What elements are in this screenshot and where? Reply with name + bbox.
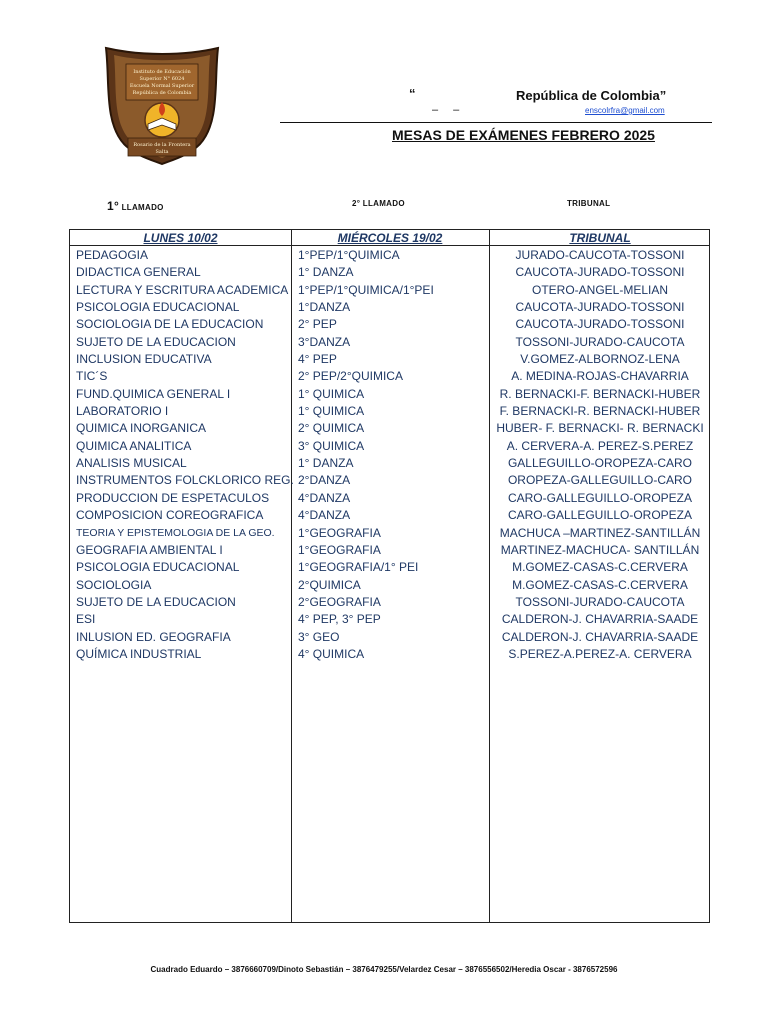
tribunal-cell: V.GOMEZ-ALBORNOZ-LENA [520, 352, 680, 367]
table-row [70, 403, 709, 420]
table-row [70, 299, 709, 316]
tribunal-cell: CALDERON-J. CHAVARRIA-SAADE [501, 612, 699, 627]
subject-cell: INLUSION ED. GEOGRAFIA [76, 629, 231, 644]
subject-cell: INSTRUMENTOS FOLCKLORICO REG. [76, 473, 294, 488]
tribunal-cell: M.GOMEZ-CASAS-C.CERVERA [512, 577, 688, 592]
subject-cell: SOCIOLOGIA [76, 577, 152, 592]
course-cell: 1° DANZA [298, 456, 354, 471]
course-cell: 1°GEOGRAFIA/1° PEI [298, 560, 419, 575]
tribunal-cell: M.GOMEZ-CASAS-C.CERVERA [512, 560, 688, 575]
subject-cell: ANALISIS MUSICAL [76, 456, 187, 471]
header-divider [280, 122, 712, 123]
crest-text-line-3: Escuela Normal Superior [129, 83, 195, 89]
column-header-monday: LUNES 10/02 [143, 231, 218, 245]
subject-cell: SUJETO DE LA EDUCACION [76, 594, 236, 609]
course-cell: 4° PEP [298, 352, 337, 367]
table-row [70, 247, 709, 264]
institution-crest-logo [100, 42, 224, 166]
subject-cell: LABORATORIO I [76, 404, 169, 419]
table-row [70, 438, 709, 455]
tribunal-cell: MACHUCA –MARTINEZ-SANTILLÁN [499, 525, 701, 540]
course-cell: 4°DANZA [298, 490, 351, 505]
quote-mark: “ [409, 86, 416, 101]
subject-cell: SOCIOLOGIA DE LA EDUCACION [76, 317, 264, 332]
tribunal-cell: GALLEGUILLO-OROPEZA-CARO [507, 456, 693, 471]
tribunal-cell: MARTINEZ-MACHUCA- SANTILLÁN [500, 542, 700, 557]
header-row-divider [70, 245, 709, 246]
table-row [70, 420, 709, 437]
subject-cell: SUJETO DE LA EDUCACION [76, 334, 236, 349]
table-row [70, 629, 709, 646]
crest-text-line-5: Rosario de la Frontera [133, 142, 191, 148]
tribunal-cell: R. BERNACKI-F. BERNACKI-HUBER [499, 386, 701, 401]
tribunal-cell: JURADO-CAUCOTA-TOSSONI [515, 248, 685, 262]
tribunal-cell: CARO-GALLEGUILLO-OROPEZA [507, 508, 693, 523]
crest-text-line-2: Superior N° 6024 [139, 76, 185, 82]
subject-cell: PRODUCCION DE ESPETACULOS [76, 490, 270, 505]
course-cell: 4° QUIMICA [298, 646, 365, 661]
table-row [70, 507, 709, 524]
contact-footer: Cuadrado Eduardo – 3876660709/Dinoto Sebastián – 3876479255/Velardez Cesar – 3876556502/Heredia Oscar - 3876572596 [150, 965, 618, 974]
course-cell: 4° PEP, 3° PEP [298, 612, 381, 627]
tribunal-cell: TOSSONI-JURADO-CAUCOTA [515, 334, 685, 349]
table-row [70, 542, 709, 559]
crest-text-line-6: Salta [155, 149, 169, 155]
subject-cell: PSICOLOGIA EDUCACIONAL [76, 300, 240, 315]
table-row [70, 611, 709, 628]
crest-text-line-4: República de Colombia [132, 90, 192, 96]
table-row [70, 559, 709, 576]
exam-schedule-table [69, 229, 710, 923]
tribunal-cell: CALDERON-J. CHAVARRIA-SAADE [501, 629, 699, 644]
column-header-wednesday: MIÉRCOLES 19/02 [337, 231, 443, 245]
table-row [70, 316, 709, 333]
table-row [70, 386, 709, 403]
tribunal-cell: A. CERVERA-A. PEREZ-S.PEREZ [506, 438, 694, 453]
second-call-label: 2° LLAMADO [352, 199, 405, 208]
course-cell: 2°QUIMICA [298, 577, 361, 592]
first-call-text: LLAMADO [119, 203, 164, 212]
course-cell: 3° QUIMICA [298, 438, 365, 453]
tribunal-cell: TOSSONI-JURADO-CAUCOTA [515, 594, 685, 609]
subject-cell: FUND.QUIMICA GENERAL I [76, 386, 231, 401]
table-row [70, 525, 709, 542]
subject-cell: DIDACTICA GENERAL [76, 265, 201, 280]
course-cell: 4°DANZA [298, 508, 351, 523]
tribunal-cell: S.PEREZ-A.PEREZ-A. CERVERA [508, 646, 692, 661]
document-title: MESAS DE EXÁMENES FEBRERO 2025 [392, 127, 655, 143]
tribunal-label: TRIBUNAL [567, 199, 611, 208]
crest-text-line-1: Instituto de Educación [133, 69, 191, 75]
table-row [70, 472, 709, 489]
subject-cell: QUIMICA ANALITICA [76, 438, 192, 453]
subject-cell: INCLUSION EDUCATIVA [76, 352, 212, 367]
tribunal-cell: CAUCOTA-JURADO-TOSSONI [515, 300, 685, 315]
course-cell: 3° GEO [298, 629, 340, 644]
course-cell: 2°GEOGRAFIA [298, 594, 381, 609]
subject-cell: TEORIA Y EPISTEMOLOGIA DE LA GEO. [76, 526, 275, 539]
column-header-tribunal: TRIBUNAL [569, 231, 631, 245]
tribunal-cell: F. BERNACKI-R. BERNACKI-HUBER [499, 404, 701, 419]
course-cell: 1° DANZA [298, 265, 354, 280]
subject-cell: TIC´S [76, 369, 108, 384]
subject-cell: COMPOSICION COREOGRAFICA [76, 508, 264, 523]
country-heading: República de Colombia” [516, 88, 667, 103]
email-link[interactable]: enscolrfra@gmail.com [585, 106, 665, 115]
table-row [70, 351, 709, 368]
course-cell: 1°GEOGRAFIA [298, 542, 381, 557]
table-row [70, 368, 709, 385]
table-row [70, 282, 709, 299]
table-body [70, 247, 709, 663]
subject-cell: LECTURA Y ESCRITURA ACADEMICA [76, 282, 289, 297]
subject-cell: GEOGRAFIA AMBIENTAL I [76, 542, 223, 557]
course-cell: 1°PEP/1°QUIMICA [298, 248, 400, 262]
table-row [70, 594, 709, 611]
course-cell: 2° PEP/2°QUIMICA [298, 369, 403, 384]
first-call-number: 1° [107, 199, 120, 213]
subject-cell: QUÍMICA INDUSTRIAL [76, 646, 202, 661]
tribunal-cell: OTERO-ANGEL-MELIAN [531, 282, 669, 297]
tribunal-cell: CAUCOTA-JURADO-TOSSONI [515, 265, 685, 280]
course-cell: 2° QUIMICA [298, 421, 365, 436]
course-cell: 1°GEOGRAFIA [298, 525, 381, 540]
table-row [70, 264, 709, 281]
course-cell: 2° PEP [298, 317, 337, 332]
table-row [70, 334, 709, 351]
course-cell: 1°DANZA [298, 300, 351, 315]
subject-cell: ESI [76, 612, 96, 627]
table-row [70, 646, 709, 663]
subject-cell: PSICOLOGIA EDUCACIONAL [76, 560, 240, 575]
tribunal-cell: CAUCOTA-JURADO-TOSSONI [515, 317, 685, 332]
table-row [70, 455, 709, 472]
table-row [70, 490, 709, 507]
course-cell: 1° QUIMICA [298, 404, 365, 419]
course-cell: 1° QUIMICA [298, 386, 365, 401]
header-dashes: – – [432, 104, 466, 116]
tribunal-cell: A. MEDINA-ROJAS-CHAVARRIA [511, 369, 689, 384]
tribunal-cell: HUBER- F. BERNACKI- R. BERNACKI [496, 421, 704, 436]
table-row [70, 577, 709, 594]
tribunal-cell: OROPEZA-GALLEGUILLO-CARO [507, 473, 693, 488]
tribunal-cell: CARO-GALLEGUILLO-OROPEZA [507, 490, 693, 505]
first-call-label [107, 199, 164, 213]
subject-cell: PEDAGOGIA [76, 248, 149, 262]
course-cell: 3°DANZA [298, 334, 351, 349]
subject-cell: QUIMICA INORGANICA [76, 421, 207, 436]
course-cell: 2°DANZA [298, 473, 351, 488]
course-cell: 1°PEP/1°QUIMICA/1°PEI [298, 282, 434, 297]
